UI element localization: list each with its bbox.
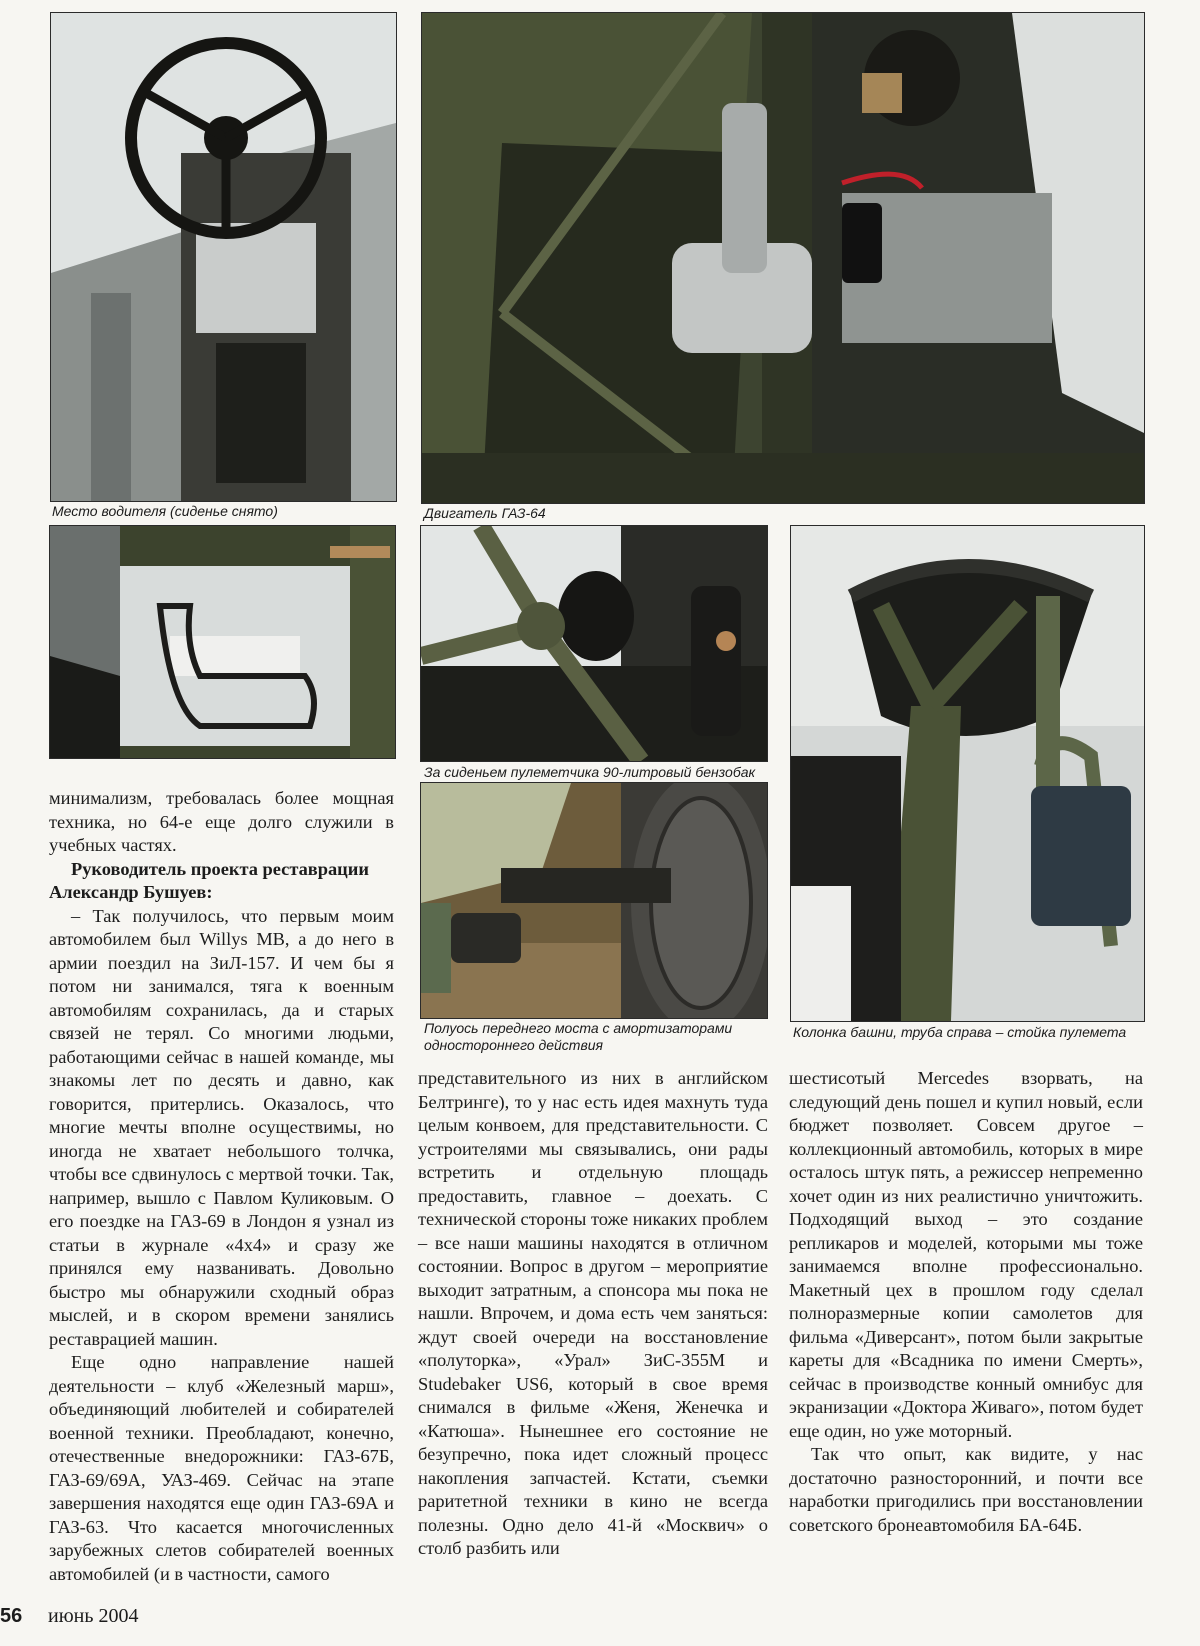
photo-turret-column bbox=[790, 525, 1145, 1022]
text-column-middle bbox=[418, 1067, 768, 1561]
paragraph: шестисотый Mercedes взорвать, на следующий день пошел и купил новый, если бюджет позволяет. Совсем другое – коллекционный автомобиль, которых в мире осталось штук пять, а режиссер непременно хочет один из них реалистично уничтожить. Подходящий выход – это создание репликаров и моделей, которыми мы тоже занимаемся вполне профессионально. Макетный цех в прошлом году сделал полноразмерные копии самолетов для фильма «Диверсант», потом были закрытые кареты для «Всадника по имени Смерть», сейчас в производстве конный омнибус для экранизации «Доктора Живаго», потом будет еще один, но уже моторный. bbox=[789, 1068, 1143, 1441]
photo-driver-seat bbox=[50, 12, 397, 502]
photo-interior bbox=[49, 525, 396, 759]
page-number: 56 bbox=[0, 1605, 23, 1627]
paragraph: представительного из них в английском Белтринге), то у нас есть идея махнуть туда целым конвоем, для представительности. С устроителями мы связывались, они рады встретить и отдельную площадь предоставить, главное – доехать. С технической стороны тоже никаких проблем – все наши машины находятся в отличном состоянии. Вопрос в другом – мероприятие выходит затратным, а спонсора мы пока не нашли. Впрочем, и дома есть чем заняться: ждут своей очереди на восстановление «полуторка», «Урал» ЗиС-355М и Studebaker US6, который в свое время снимался в фильме «Женя, Женечка и «Катюша». Нынешнее его состояние не безупречно, пока идет сложный процесс накопления запчастей. Кстати, съемки раритетной техники в кино не всегда полезны. Одно дело 41-й «Москвич» о столб разбить или bbox=[418, 1068, 768, 1558]
caption-turret-column: Колонка башни, труба справа – стойка пулемета bbox=[793, 1024, 1127, 1040]
paragraph: Еще одно направление нашей деятельности – клуб «Железный марш», объединяющий любителей и собирателей военной техники. Преобладают, конечно, отечественные внедорожники: ГАЗ-67Б, ГАЗ-69/69А, УАЗ-469. Сейчас на этапе завершения находятся еще один ГАЗ-69А и ГАЗ-63. Что касается многочисленных зарубежных слетов собирателей военных автомобилей (и в частности, самого bbox=[49, 1352, 394, 1584]
photo-engine bbox=[421, 12, 1145, 504]
paragraph: – Так получилось, что первым моим автомобилем был Willys MB, а до него в армии поездил на ЗиЛ-157. И чем бы я потом ни занимался, тяга к военным автомобилям сохранилась, да и старых связей не терял. Со многими людьми, работающими сейчас в нашей команде, мы знакомы лет по десять и давно, как говорится, притерлись. Оказалось, что многие мечты вполне осуществимы, но иногда не хватает небольшого толчка, чтобы все сдвинулось с мертвой точки. Так, например, вышло с Павлом Куликовым. О его поездке на ГАЗ-69 в Лондон я узнал из статьи в журнале «4х4» и сразу же принялся ему названивать. Довольно быстро мы обнаружили сходный образ мыслей, и в скором времени занялись реставрацией машин. bbox=[49, 905, 394, 1349]
photo-front-axle bbox=[420, 782, 768, 1019]
caption-fuel-tank: За сиденьем пулеметчика 90-литровый бензобак bbox=[424, 764, 756, 780]
caption-front-axle: Полуось переднего моста с амортизаторами одностороннего действия bbox=[424, 1020, 733, 1053]
photo-fuel-tank bbox=[420, 525, 768, 762]
paragraph: минимализм, требовалась более мощная техника, но 64-е еще долго служили в учебных частях. bbox=[49, 788, 394, 855]
caption-driver-seat: Место водителя (сиденье снято) bbox=[52, 503, 278, 519]
paragraph: Так что опыт, как видите, у нас достаточно разносторонний, и почти все наработки пригодились при восстановлении советского бронеавтомобиля БА-64Б. bbox=[789, 1444, 1143, 1535]
text-column-left bbox=[49, 787, 394, 1586]
section-heading: Руководитель проекта реставрации Александр Бушуев: bbox=[49, 858, 369, 902]
issue-date: июнь 2004 bbox=[48, 1605, 139, 1627]
text-column-right bbox=[789, 1067, 1143, 1537]
caption-engine: Двигатель ГАЗ-64 bbox=[424, 505, 546, 521]
